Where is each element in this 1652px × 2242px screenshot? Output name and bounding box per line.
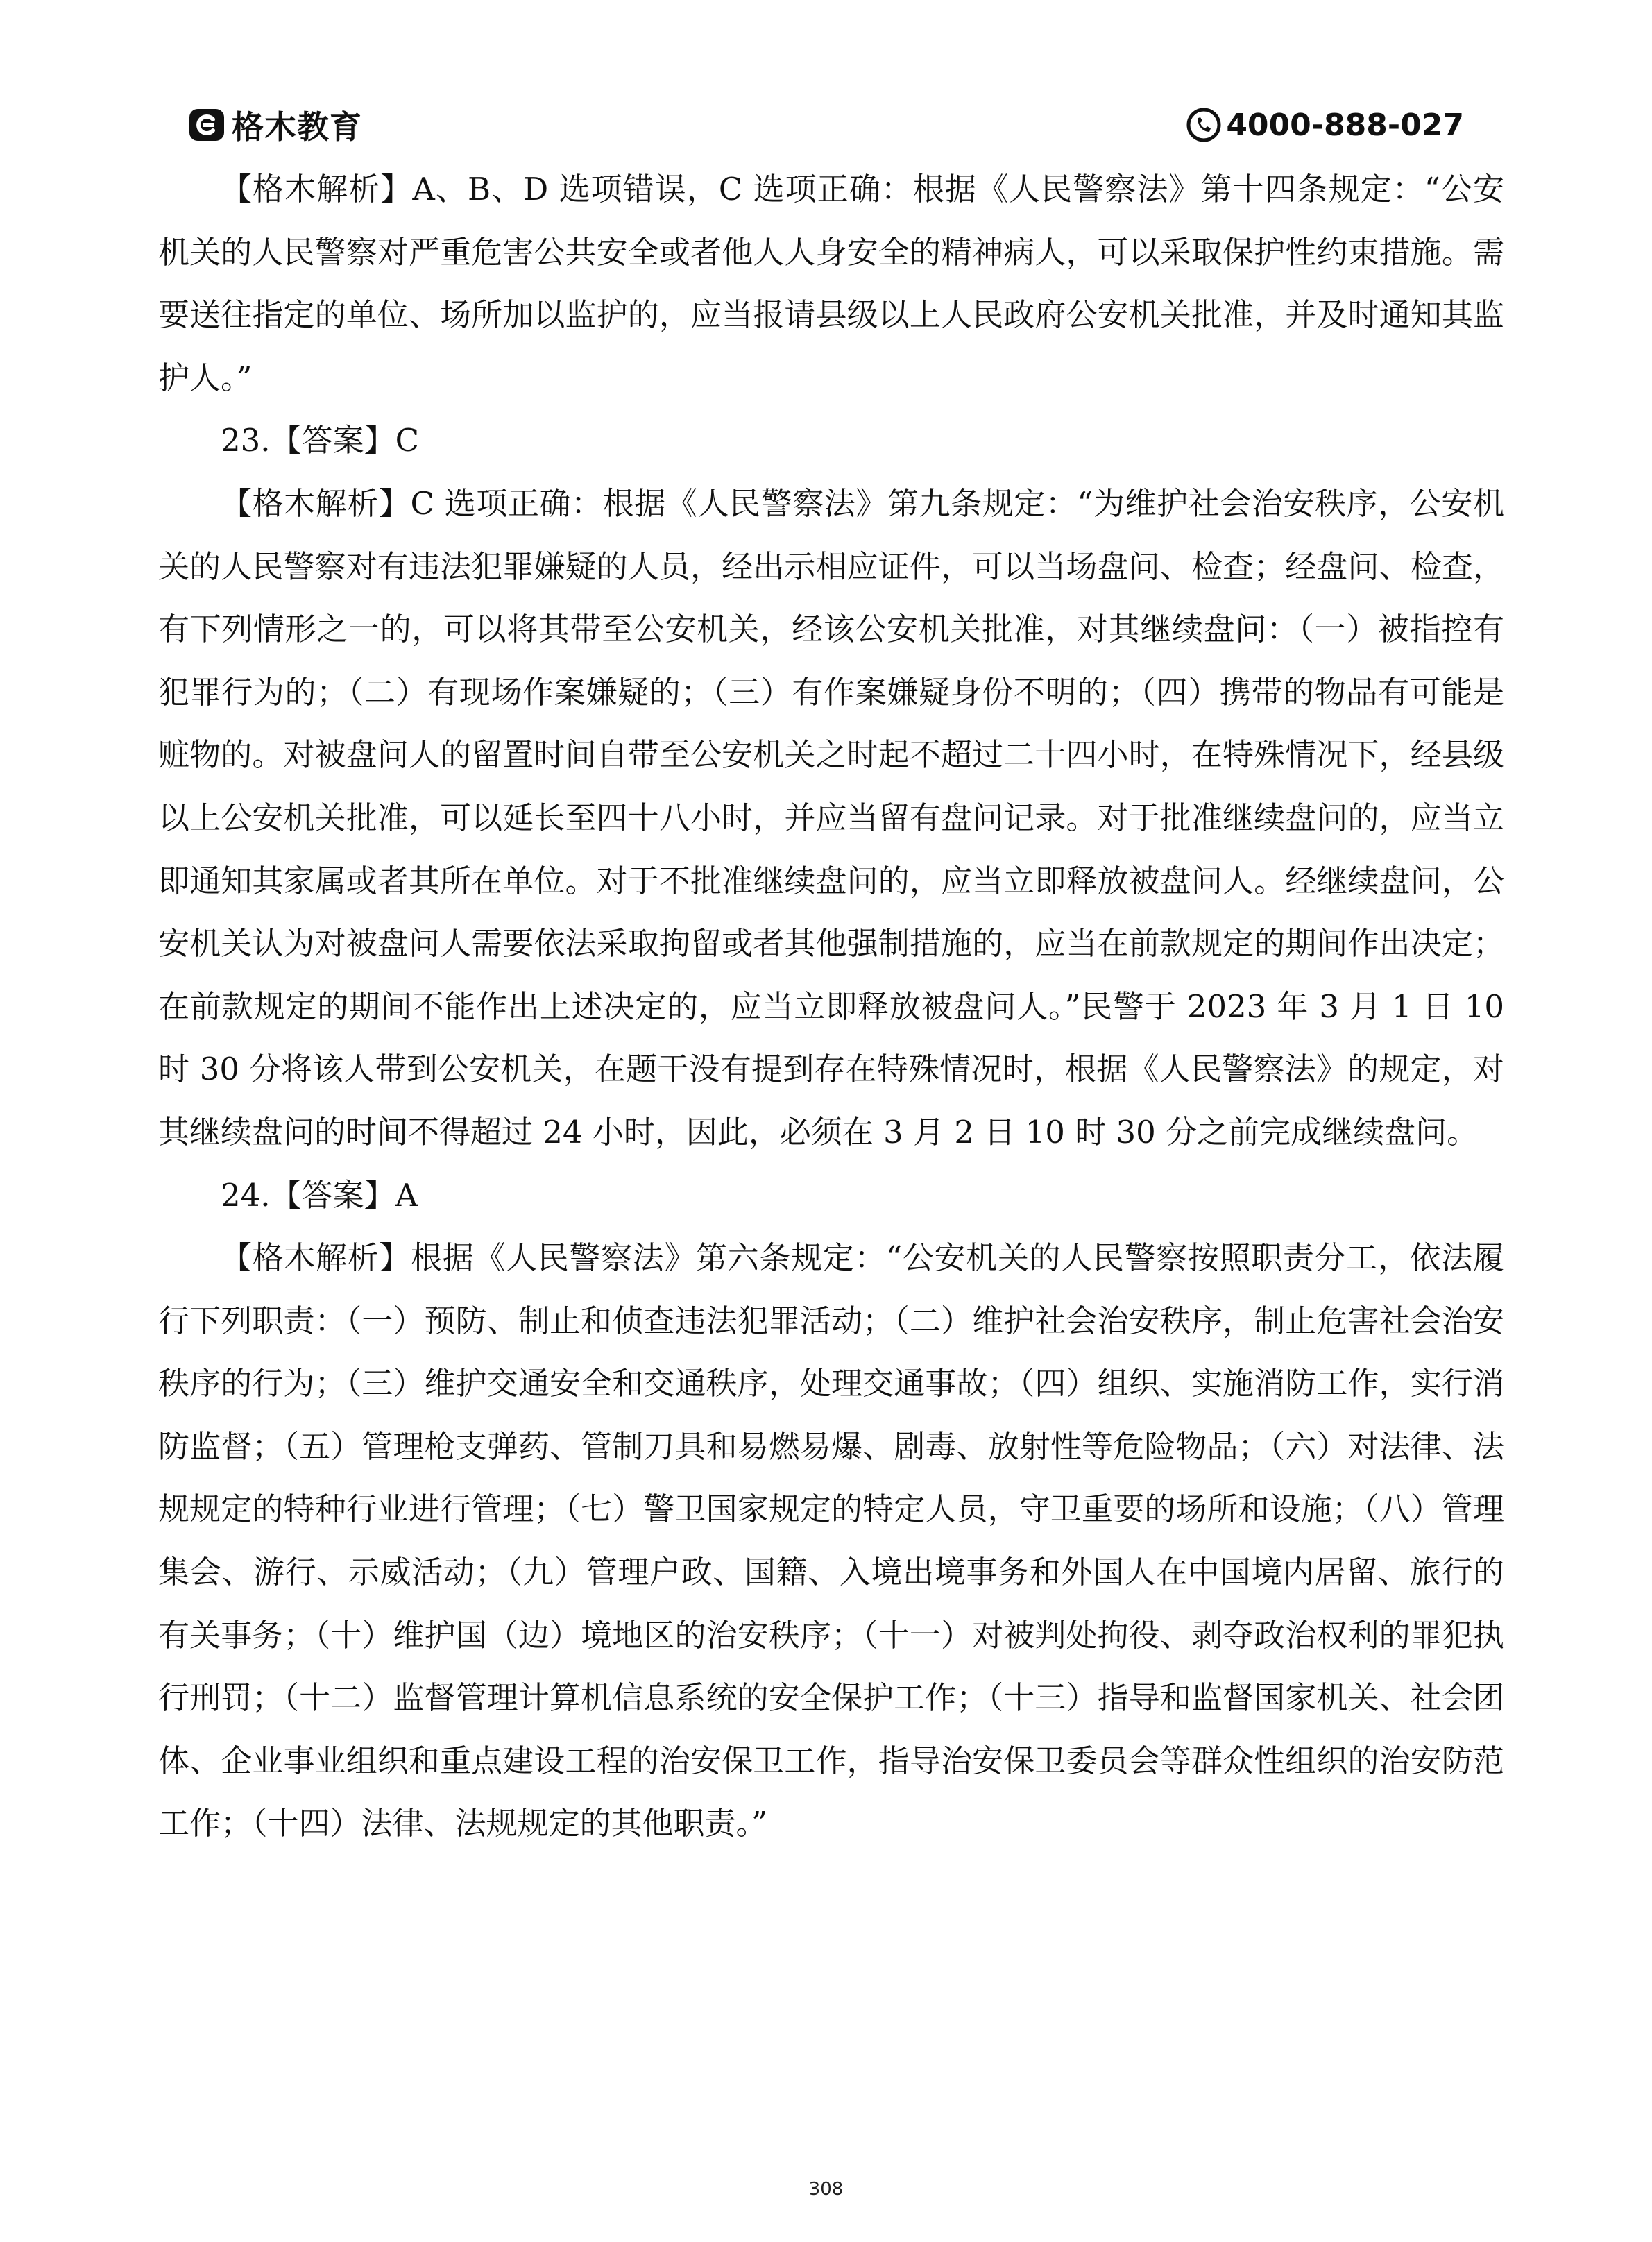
page-number: 308 xyxy=(808,2179,844,2200)
document-body xyxy=(158,158,1504,1855)
brand xyxy=(187,97,362,153)
analysis-paragraph: 【格木解析】A、B、D 选项错误，C 选项正确：根据《人民警察法》第十四条规定：“公安机关的人民警察对严重危害公共安全或者他人人身安全的精神病人，可以采取保护性约束措施。需要送往指定的单位、场所加以监护的，应当报请县级以上人民政府公安机关批准，并及时通知其监护人。” xyxy=(158,171,1504,396)
page-header xyxy=(187,97,1464,153)
analysis-paragraph: 【格木解析】根据《人民警察法》第六条规定：“公安机关的人民警察按照职责分工，依法履行下列职责：（一）预防、制止和侦查违法犯罪活动；（二）维护社会治安秩序，制止危害社会治安秩序的行为；（三）维护交通安全和交通秩序，处理交通事故；（四）组织、实施消防工作，实行消防监督；（五）管理枪支弹药、管制刀具和易燃易爆、剧毒、放射性等危险物品；（六）对法律、法规规定的特种行业进行管理；（七）警卫国家规定的特定人员，守卫重要的场所和设施；（八）管理集会、游行、示威活动；（九）管理户政、国籍、入境出境事务和外国人在中国境内居留、旅行的有关事务；（十）维护国（边）境地区的治安秩序；（十一）对被判处拘役、剥夺政治权利的罪犯执行刑罚；（十二）监督管理计算机信息系统的安全保护工作；（十三）指导和监督国家机关、社会团体、企业事业组织和重点建设工程的治安保卫工作，指导治安保卫委员会等群众性组织的治安防范工作；（十四）法律、法规规定的其他职责。” xyxy=(158,1239,1504,1842)
answer-line: 24.【答案】A xyxy=(221,1176,418,1214)
answer-line: 23.【答案】C xyxy=(221,422,419,459)
phone-icon xyxy=(1186,107,1222,143)
gemu-logo-icon xyxy=(187,105,226,144)
phone-number: 4000-888-027 xyxy=(1226,107,1464,143)
phone-contact xyxy=(1186,97,1464,153)
analysis-paragraph: 【格木解析】C 选项正确：根据《人民警察法》第九条规定：“为维护社会治安秩序，公安机关的人民警察对有违法犯罪嫌疑的人员，经出示相应证件，可以当场盘问、检查；经盘问、检查，有下列情形之一的，可以将其带至公安机关，经该公安机关批准，对其继续盘问：（一）被指控有犯罪行为的；（二）有现场作案嫌疑的；（三）有作案嫌疑身份不明的；（四）携带的物品有可能是赃物的。对被盘问人的留置时间自带至公安机关之时起不超过二十四小时，在特殊情况下，经县级以上公安机关批准，可以延长至四十八小时，并应当留有盘问记录。对于批准继续盘问的，应当立即通知其家属或者其所在单位。对于不批准继续盘问的，应当立即释放被盘问人。经继续盘问，公安机关认为对被盘问人需要依法采取拘留或者其他强制措施的，应当在前款规定的期间作出决定；在前款规定的期间不能作出上述决定的，应当立即释放被盘问人。”民警于 2023 年 3 月 1 日 10 时 30 分将该人带到公安机关，在题干没有提到存在特殊情况时，根据《人民警察法》的规定，对其继续盘问的时间不得超过 24 小时，因此，必须在 3 月 2 日 10 时 30 分之前完成继续盘问。 xyxy=(158,484,1504,1150)
brand-name: 格木教育 xyxy=(232,108,362,146)
